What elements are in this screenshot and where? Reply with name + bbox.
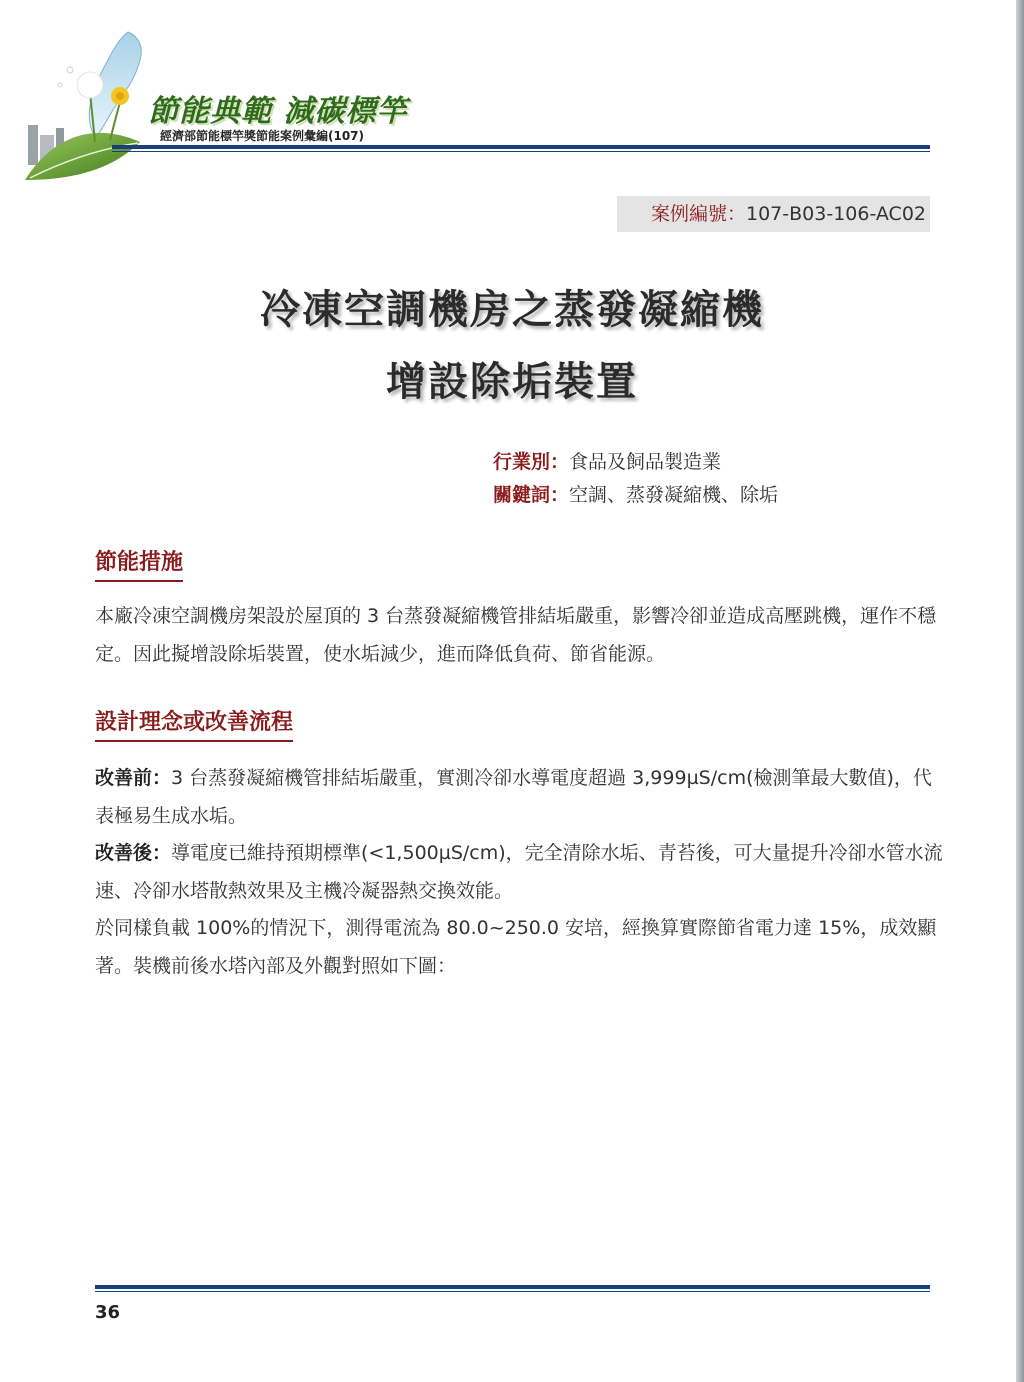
keywords-label: 關鍵詞： <box>493 484 570 506</box>
keywords-row <box>493 480 778 507</box>
after-text: 導電度已維持預期標準(<1,500µS/cm)，完全清除水垢、青苔後，可大量提升冷卻水管水流速、冷卻水塔散熱效果及主機冷凝器熱交換效能。 <box>95 842 943 902</box>
footer-divider <box>95 1285 930 1289</box>
case-number-value: 107-B03-106-AC02 <box>746 203 926 225</box>
header-divider <box>112 145 930 149</box>
before-label: 改善前： <box>95 767 172 789</box>
keywords-value: 空調、蒸發凝縮機、除垢 <box>569 484 779 506</box>
section-heading-measures: 節能措施 <box>95 545 183 582</box>
case-number-label: 案例編號： <box>650 203 746 225</box>
after-label: 改善後： <box>95 842 172 864</box>
case-number-badge <box>617 196 930 232</box>
header-divider-thin <box>112 151 930 152</box>
brand-title: 節能典範 減碳標竿 <box>148 94 408 129</box>
measures-paragraph: 本廠冷凍空調機房架設於屋頂的 3 台蒸發凝縮機管排結垢嚴重，影響冷卻並造成高壓跳機，運作不穩定。因此擬增設除垢裝置，使水垢減少，進而降低負荷、節省能源。 <box>95 605 937 665</box>
page-title-line-1: 冷凍空調機房之蒸發凝縮機 <box>260 287 764 333</box>
after-paragraph <box>95 834 945 910</box>
industry-row <box>493 447 721 474</box>
page-number: 36 <box>95 1302 121 1323</box>
industry-value: 食品及飼品製造業 <box>569 451 722 473</box>
brand-subtitle: 經濟部節能標竿獎節能案例彙編(107) <box>160 129 365 143</box>
section-heading-design: 設計理念或改善流程 <box>95 705 293 742</box>
before-text: 3 台蒸發凝縮機管排結垢嚴重，實測冷卻水導電度超過 3,999µS/cm(檢測筆最大數值)，代表極易生成水垢。 <box>95 767 932 827</box>
before-paragraph <box>95 759 945 835</box>
industry-label: 行業別： <box>493 451 570 473</box>
page-edge-shadow <box>1016 0 1024 1382</box>
page-title-line-2: 增設除垢裝置 <box>386 359 638 405</box>
footer-divider-thin <box>95 1291 930 1292</box>
result-paragraph: 於同樣負載 100%的情況下，測得電流為 80.0~250.0 安培，經換算實際節省電力達 15%，成效顯著。裝機前後水塔內部及外觀對照如下圖： <box>95 917 937 977</box>
